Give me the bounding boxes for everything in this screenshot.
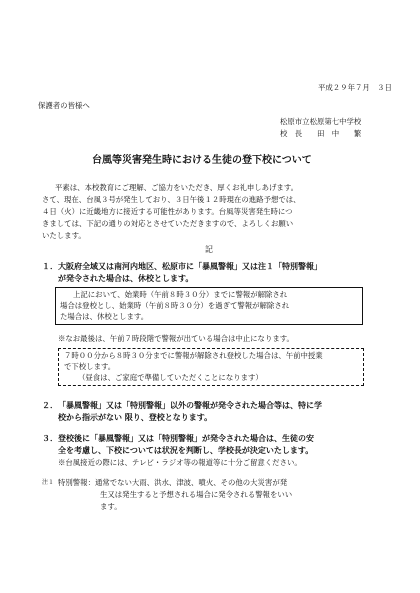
item3-number: ３． [42, 434, 58, 443]
item1-note: ※なお最後は、午前７時段階で警報が出ている場合は中止になります。 [58, 334, 294, 343]
date: 平成２９年７月 ３日 [318, 83, 392, 92]
footnote-line2: 生又は発生すると予想される場合に発令される警報をいい [100, 490, 293, 499]
page-title: 台風等災害発生時における生徒の登下校について [92, 155, 312, 166]
item1-dash-line1: ７時００分から８時３０分までに警報が解除され登校した場合は、午前中授業 [64, 351, 323, 360]
intro-line-3: ４日（火）に近畿地方に接近する可能性があります。台風等災害発生時につ [42, 207, 293, 216]
item1-line2: が発令された場合は、休校とします。 [58, 274, 194, 283]
intro-line-5: いたします。 [42, 231, 86, 240]
ki-heading: 記 [205, 245, 213, 254]
intro-line-1: 平素は、本校教育にご理解、ご協力をいただき、厚くお礼申しあげます。 [55, 183, 299, 192]
item3-line3: ※台風接近の際には、テレビ・ラジオ等の報道等に十分ご留意ください。 [58, 458, 302, 467]
item2-number: ２． [42, 401, 58, 410]
principal-name: 校 長 田 中 繁 [280, 129, 362, 138]
school-name: 松原市立松原第七中学校 [280, 117, 362, 126]
item3-line1: 登校後に「暴風警報」又は「特別警報」が発令された場合は、生徒の安 [58, 434, 314, 443]
item1-dash-line2: で下校します。 [64, 362, 116, 371]
footnote-line3: ます。 [100, 502, 122, 511]
item1-number: １． [42, 262, 58, 271]
item2-line2: 校から指示がない 限り、登校となります。 [58, 413, 213, 422]
intro-line-2: さて、現在、台風３号が発生しており、３日午後１２時現在の進路予想では、 [42, 195, 301, 204]
item1-dash-line3: （昼食は、ご家庭で準備していただくことになります） [78, 373, 263, 382]
footnote-mark: 注１ [42, 479, 55, 486]
item3-line2: 全を考慮し、下校については状況を判断し、学校長が決定いたします。 [58, 446, 314, 455]
item1-box-line1: 上記において、始業時（午前８時３０分）までに警報が解除され [73, 290, 288, 299]
footnote-line1: 特別警報：通常でない大雨、洪水、津波、噴火、その他の大災害が発 [58, 478, 288, 487]
item1-box-line3: た場合は、休校とします。 [60, 312, 149, 321]
intro-line-4: きましては、下記の通りの対応とさせていただきますので、よろしくお願い [42, 219, 294, 228]
item2-line1: 「暴風警報」又は「特別警報」以外の警報が発令された場合等は、特に学 [58, 401, 322, 410]
item1-line1: 大阪府全域又は南河内地区、松原市に「暴風警報」又は注１「特別警報」 [58, 262, 322, 271]
item1-box-line2: 場合は登校とし、始業時（午前８時３０分）を過ぎて警報が解除され [60, 301, 290, 310]
addressee: 保護者の皆様へ [38, 101, 90, 110]
